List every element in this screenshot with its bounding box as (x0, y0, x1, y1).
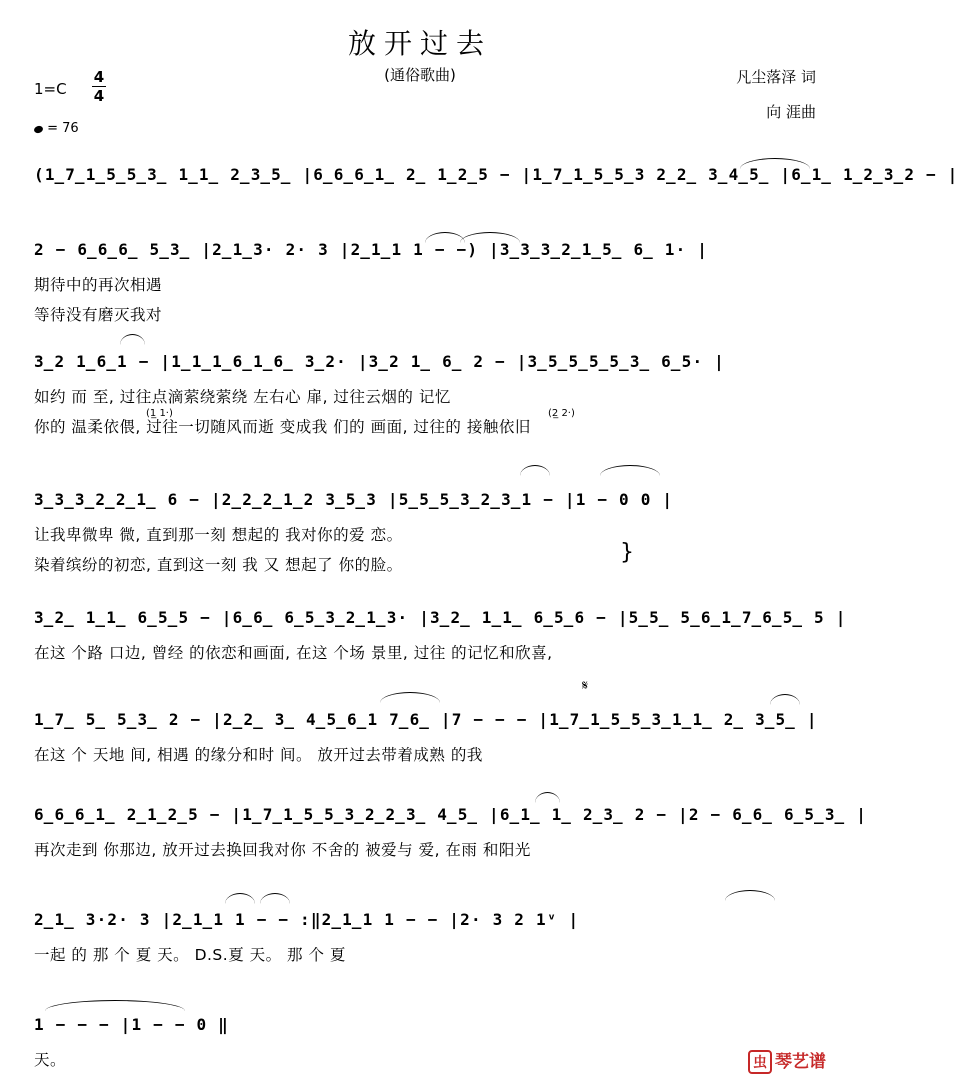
slur-mark (770, 694, 800, 705)
slur-mark (520, 465, 550, 476)
slur-mark (225, 893, 255, 904)
lyric-line-verse1: 再次走到 你那边, 放开过去换回我对你 不舍的 被爱与 爱, 在雨 和阳光 (34, 841, 531, 859)
music-line: 6̲6̲6̲1̲ 2̲1̲2̲5 − |1̲7̲1̲5̲5̲3̲2̲2̲3̲ 4̲5̲ |6̲1̲ 1̲ 2̲3̲ 2 − |2 − 6̲6̲ 6̲5̲3̲ | (34, 805, 868, 824)
lyric-line-verse2: 染着缤纷的初恋, 直到这一刻 我 又 想起了 你的脸。 (34, 556, 403, 574)
music-line: 3̲2̲ 1̲1̲ 6̲5̲5 − |6̲6̲ 6̲5̲3̲2̲1̲3· |3̲2̲ 1̲1̲ 6̲5̲6 − |5̲5̲ 5̲6̲1̲7̲6̲5̲ 5 | (34, 608, 847, 627)
music-line: (1̲7̲1̲5̲5̲3̲ 1̲1̲ 2̲3̲5̲ |6̲6̲6̲1̲ 2̲ 1̲2̲5 − |1̲7̲1̲5̲5̲3 2̲2̲ 3̲4̲5̲ |6̲1̲ 1̲2̲3̲2 − | (34, 165, 959, 184)
lyric-line-verse1: 在这 个 天地 间, 相遇 的缘分和时 间。 放开过去带着成熟 的我 (34, 746, 483, 764)
slur-mark (460, 232, 520, 243)
music-line: 3̲2 1̲6̲1 − |1̲1̲1̲6̲1̲6̲ 3̲2· |3̲2 1̲ 6̲ 2 − |3̲5̲5̲5̲5̲3̲ 6̲5· | (34, 352, 725, 371)
lyric-line-verse1: 期待中的再次相遇 (34, 276, 163, 294)
music-line: 1 − − − |1 − − 0 ‖ (34, 1015, 229, 1034)
site-logo (748, 1047, 826, 1074)
logo-text: 琴艺谱 (775, 1052, 826, 1072)
slur-mark (600, 465, 660, 476)
song-subtitle: (通俗歌曲) (384, 66, 456, 84)
lyric-brace: } (620, 540, 634, 565)
slur-mark (425, 232, 465, 243)
time-bottom: 4 (93, 87, 105, 105)
grace-note-1: (1̲ 1·) (146, 408, 173, 419)
grace-note-2: (2̲ 2·) (548, 408, 575, 419)
music-line: 3̲3̲3̲2̲2̲1̲ 6 − |2̲2̲2̲1̲2 3̲5̲3 |5̲5̲5̲3̲2̲3̲1 − |1 − 0 0 | (34, 490, 674, 509)
time-signature (92, 68, 106, 105)
lyric-line-verse1: 天。 (34, 1051, 67, 1069)
composer-credit: 向 涯曲 (766, 103, 816, 121)
slur-mark (725, 890, 775, 901)
lyric-line-verse1: 让我卑微卑 微, 直到那一刻 想起的 我对你的爱 恋。 (34, 526, 403, 544)
lyric-line-verse2: 等待没有磨灭我对 (34, 306, 163, 324)
slur-mark (120, 334, 145, 345)
lyric-line-verse2: 你的 温柔依偎, 过往一切随风而逝 变成我 们的 画面, 过往的 接触依旧 (34, 418, 531, 436)
tempo-value: = 76 (47, 121, 79, 136)
slur-mark (260, 893, 290, 904)
music-line: 2 − 6̲6̲6̲ 5̲3̲ |2̲1̲3· 2· 3 |2̲1̲1 1 − −) |3̲3̲3̲2̲1̲5̲ 6̲ 1· | (34, 240, 709, 259)
key-signature: 1=C (34, 80, 67, 98)
slur-mark (740, 158, 810, 169)
time-top: 4 (93, 68, 105, 86)
tempo-marking (34, 121, 79, 136)
music-line: 1̲7̲ 5̲ 5̲3̲ 2 − |2̲2̲ 3̲ 4̲5̲6̲1 7̲6̲ |7 − − − |1̲7̲1̲5̲5̲3̲1̲1̲ 2̲ 3̲5̲ | (34, 710, 818, 729)
lyric-line-verse1: 在这 个路 口边, 曾经 的依恋和画面, 在这 个场 景里, 过往 的记忆和欣喜, (34, 644, 553, 662)
segno-icon: 𝄋 (582, 678, 589, 694)
slur-mark (380, 692, 440, 703)
lyric-line-verse1: 如约 而 至, 过往点滴萦绕萦绕 左右心 扉, 过往云烟的 记忆 (34, 388, 451, 406)
slur-mark (45, 1000, 185, 1011)
music-line: 2̲1̲ 3·2· 3 |2̲1̲1 1 − − :‖2̲1̲1 1 − − |2· 3 2 1ᵛ | (34, 910, 580, 929)
lyricist-credit: 凡尘落泽 词 (736, 68, 816, 86)
lyric-line-verse1: 一起 的 那 个 夏 天。 D.S.夏 天。 那 个 夏 (34, 946, 346, 964)
slur-mark (535, 792, 560, 803)
song-title: 放开过去 (347, 27, 492, 60)
logo-mark-icon: 虫 (748, 1050, 772, 1074)
quarter-note-icon (33, 125, 44, 135)
